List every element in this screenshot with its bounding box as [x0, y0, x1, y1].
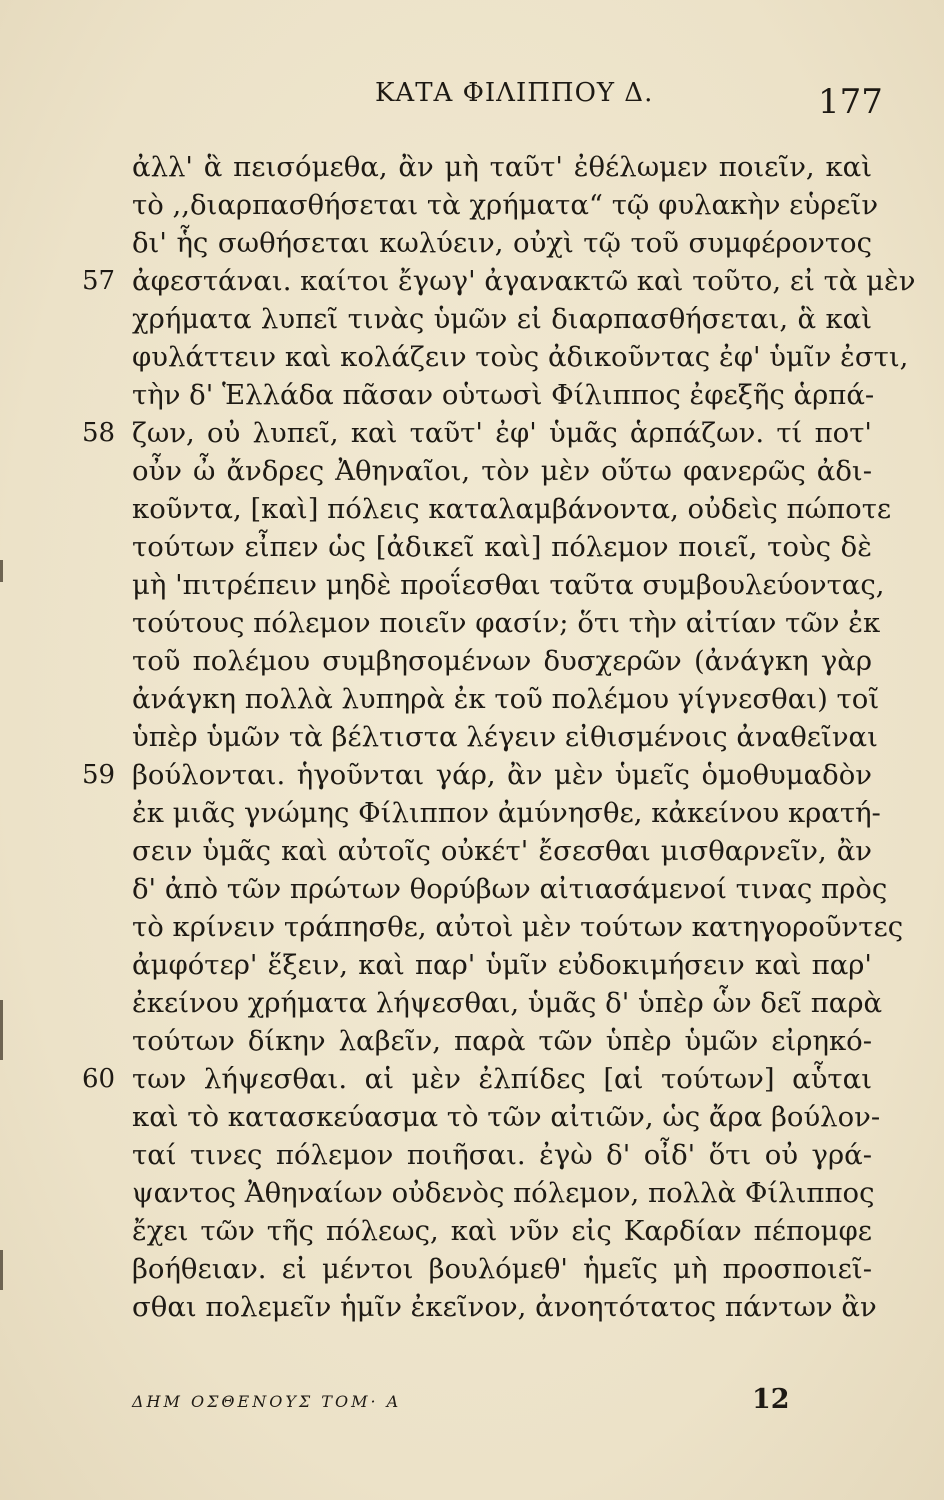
text-line — [132, 338, 909, 376]
line-text: τούτων εἶπεν ὡς [ἀδικεῖ καὶ] πόλεμον ποιεῖ, τοὺς δὲ — [132, 531, 872, 563]
text-line — [132, 1250, 872, 1288]
text-line — [132, 604, 881, 642]
signature-number: 12 — [752, 1384, 790, 1415]
page-edge-mark — [0, 1250, 3, 1290]
page-edge-mark — [0, 1000, 3, 1060]
line-text: ψαντος Ἀθηναίων οὐδενὸς πόλεμον, πολλὰ Φίλιππος — [132, 1177, 875, 1209]
text-line — [132, 452, 872, 490]
line-text: βούλονται. ἡγοῦνται γάρ, ἂν μὲν ὑμεῖς ὁμοθυμαδὸν — [132, 759, 872, 791]
line-text: δι' ἧς σωθήσεται κωλύειν, οὐχὶ τῷ τοῦ συμφέροντος — [132, 227, 872, 259]
text-line — [132, 566, 885, 604]
line-text: χρήματα λυπεῖ τινὰς ὑμῶν εἰ διαρπασθήσεται, ἃ καὶ — [132, 303, 872, 335]
line-text: ἐκ μιᾶς γνώμης Φίλιππον ἀμύνησθε, κἀκείνου κρατή- — [132, 797, 881, 829]
text-line — [132, 300, 872, 338]
text-line — [132, 1288, 877, 1326]
running-title: ΚΑΤΑ ΦΙΛΙΠΠΟΥ Δ. — [375, 78, 654, 108]
text-line — [132, 718, 878, 756]
text-line — [132, 186, 879, 224]
page-number: 177 — [818, 82, 883, 122]
text-line — [82, 414, 872, 452]
line-text: τὸ κρίνειν τράπησθε, αὐτοὶ μὲν τούτων κατηγοροῦντες — [132, 911, 904, 943]
text-line — [132, 528, 872, 566]
line-text: βοήθειαν. εἰ μέντοι βουλόμεθ' ἡμεῖς μὴ προσποιεῖ- — [132, 1253, 872, 1285]
text-line — [82, 756, 872, 794]
line-text: τούτων δίκην λαβεῖν, παρὰ τῶν ὑπὲρ ὑμῶν εἰρηκό- — [132, 1025, 872, 1057]
text-line — [132, 1174, 875, 1212]
paragraph-number: 57 — [82, 266, 116, 296]
text-line — [132, 642, 872, 680]
text-line — [82, 262, 916, 300]
line-text: τούτους πόλεμον ποιεῖν φασίν; ὅτι τὴν αἰτίαν τῶν ἐκ — [132, 607, 881, 639]
line-text: ταί τινες πόλεμον ποιῆσαι. ἐγὼ δ' οἶδ' ὅτι οὐ γρά- — [132, 1139, 872, 1171]
text-line — [132, 946, 872, 984]
text-line — [132, 794, 881, 832]
line-text: τὸ ,,διαρπασθήσεται τὰ χρήματα“ τῷ φυλακὴν εὑρεῖν — [132, 189, 879, 221]
text-line — [132, 376, 875, 414]
text-line — [132, 1212, 872, 1250]
line-text: ὑπὲρ ὑμῶν τὰ βέλτιστα λέγειν εἰθισμένοις ἀναθεῖναι — [132, 721, 878, 753]
text-line — [132, 680, 880, 718]
printer-signature: ΔΗΜ ΟΣΘΕΝΟΥΣ ΤΟΜ· Α — [132, 1392, 402, 1411]
line-text: μὴ 'πιτρέπειν μηδὲ προΐεσθαι ταῦτα συμβουλεύοντας, — [132, 569, 885, 601]
line-text: τὴν δ' Ἑλλάδα πᾶσαν οὑτωσὶ Φίλιππος ἐφεξῆς ἁρπά- — [132, 379, 875, 411]
main-text — [82, 148, 916, 1326]
text-line — [132, 1098, 881, 1136]
text-line — [132, 984, 883, 1022]
line-text: καὶ τὸ κατασκεύασμα τὸ τῶν αἰτιῶν, ὡς ἄρα βούλον- — [132, 1101, 881, 1133]
line-text: τοῦ πολέμου συμβησομένων δυσχερῶν (ἀνάγκη γὰρ — [132, 645, 872, 677]
page-edge-mark — [0, 560, 3, 582]
line-text: δ' ἀπὸ τῶν πρώτων θορύβων αἰτιασάμενοί τινας πρὸς — [132, 873, 888, 905]
line-text: σειν ὑμᾶς καὶ αὐτοῖς οὐκέτ' ἔσεσθαι μισθαρνεῖν, ἂν — [132, 835, 872, 867]
paragraph-number: 58 — [82, 418, 116, 448]
line-text: ἐκείνου χρήματα λήψεσθαι, ὑμᾶς δ' ὑπὲρ ὧν δεῖ παρὰ — [132, 987, 883, 1019]
text-line — [132, 1136, 872, 1174]
text-line — [132, 224, 872, 262]
line-text: ἔχει τῶν τῆς πόλεως, καὶ νῦν εἰς Καρδίαν πέπομφε — [132, 1215, 872, 1247]
text-line — [82, 1060, 872, 1098]
line-text: σθαι πολεμεῖν ἡμῖν ἐκεῖνον, ἀνοητότατος πάντων ἂν — [132, 1291, 877, 1323]
line-text: των λήψεσθαι. αἱ μὲν ἐλπίδες [αἱ τούτων] αὗται — [132, 1063, 872, 1095]
line-text: ἀμφότερ' ἕξειν, καὶ παρ' ὑμῖν εὐδοκιμήσειν καὶ παρ' — [132, 949, 872, 981]
line-text: φυλάττειν καὶ κολάζειν τοὺς ἀδικοῦντας ἐφ' ὑμῖν ἐστι, — [132, 341, 909, 373]
line-text: οὖν ὦ ἄνδρες Ἀθηναῖοι, τὸν μὲν οὕτω φανερῶς ἀδι- — [132, 455, 872, 487]
text-line — [132, 490, 892, 528]
line-text: ἀφεστάναι. καίτοι ἔγωγ' ἀγανακτῶ καὶ τοῦτο, εἰ τὰ μὲν — [132, 265, 916, 297]
line-text: ἀνάγκη πολλὰ λυπηρὰ ἐκ τοῦ πολέμου γίγνεσθαι) τοῖ — [132, 683, 880, 715]
line-text: κοῦντα, [καὶ] πόλεις καταλαμβάνοντα, οὐδεὶς πώποτε — [132, 493, 892, 525]
line-text: ζων, οὐ λυπεῖ, καὶ ταῦτ' ἐφ' ὑμᾶς ἁρπάζων. τί ποτ' — [132, 417, 872, 449]
text-line — [132, 1022, 872, 1060]
text-line — [132, 148, 872, 186]
line-text: ἀλλ' ἃ πεισόμεθα, ἂν μὴ ταῦτ' ἐθέλωμεν ποιεῖν, καὶ — [132, 151, 872, 183]
text-line — [132, 832, 872, 870]
text-line — [132, 908, 904, 946]
text-line — [132, 870, 888, 908]
paragraph-number: 59 — [82, 760, 116, 790]
paragraph-number: 60 — [82, 1064, 116, 1094]
